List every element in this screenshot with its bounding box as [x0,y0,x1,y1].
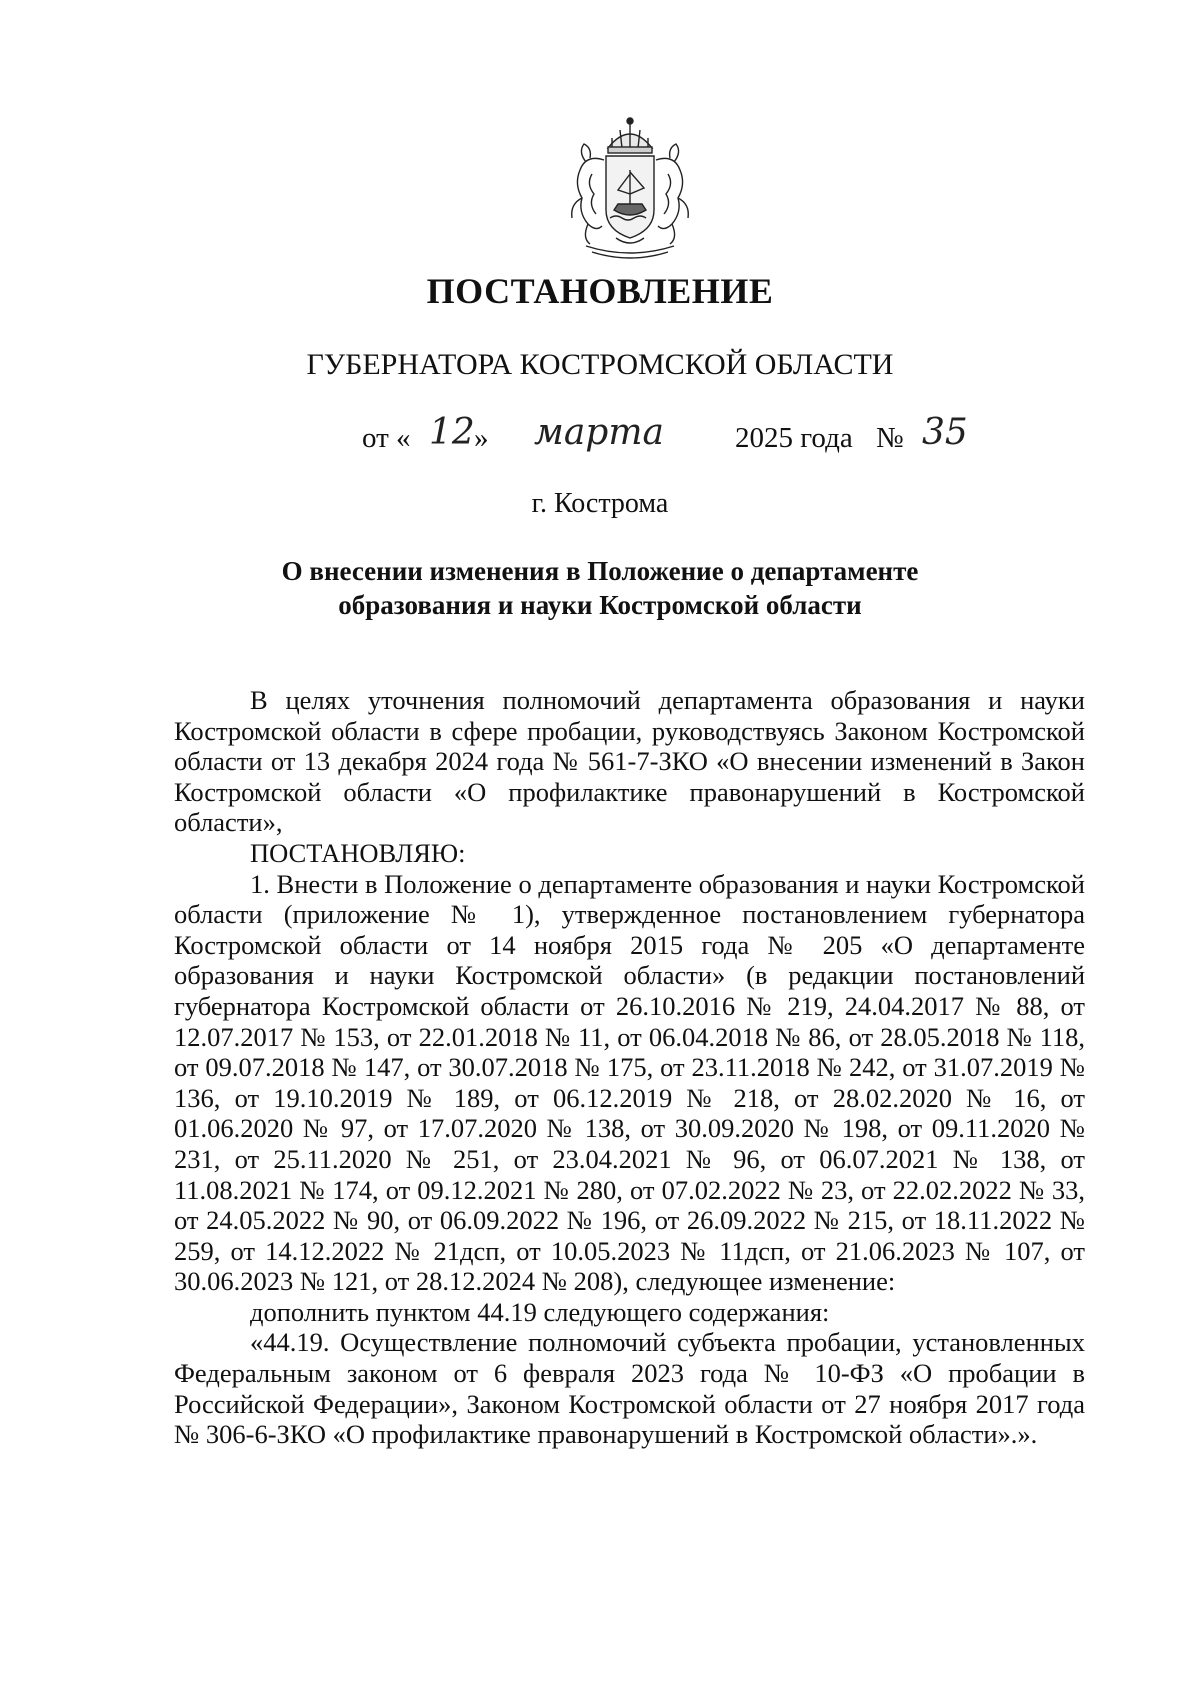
handwritten-day: 12 [429,412,475,453]
document-city: г. Кострома [531,488,669,519]
body-paragraph-item-1: 1. Внести в Положение о департаменте образования и науки Костромской области (приложение № 1), утвержденное постановлением губернатора Костромской области от 14 ноября 2015 года № 205 «О департаменте образования и науки Костромской области» (в редакции постановлений губернатора Костромской области от 26.10.2016 № 219, 24.04.2017 № 88, от 12.07.2017 № 153, от 22.01.2018 № 11, от 06.04.2018 № 86, от 28.05.2018 № 118, от 09.07.2018 № 147, от 30.07.2018 № 175, от 23.11.2018 № 242, от 31.07.2019 № 136, от 19.10.2019 № 189, от 06.12.2019 № 218, от 28.02.2020 № 16, от 01.06.2020 № 97, от 17.07.2020 № 138, от 30.09.2020 № 198, от 09.11.2020 № 231, от 25.11.2020 № 251, от 23.04.2021 № 96, от 06.07.2021 № 138, от 11.08.2021 № 174, от 09.12.2021 № 280, от 07.02.2022 № 23, от 22.02.2022 № 33, от 24.05.2022 № 90, от 06.09.2022 № 196, от 26.09.2022 № 215, от 18.11.2022 № 259, от 14.12.2022 № 21дсп, от 10.05.2023 № 11дсп, от 21.06.2023 № 107, от 30.06.2023 № 121, от 28.12.2024 № 208), следующее изменение: [174,868,1085,1297]
date-prefix: от « [362,422,411,454]
document-title: ПОСТАНОВЛЕНИЕ [426,271,774,311]
date-number-line [362,412,968,462]
heading-line-2: образования и науки Костромской области [338,590,862,620]
document-body [174,685,1085,1450]
document-issuer: ГУБЕРНАТОРА КОСТРОМСКОЙ ОБЛАСТИ [306,348,894,381]
body-paragraph-resolve: ПОСТАНОВЛЯЮ: [250,837,466,868]
document-heading [0,554,1200,622]
heading-line-1: О внесении изменения в Положение о департаменте [281,556,919,586]
body-paragraph-clause-44-19: «44.19. Осуществление полномочий субъекта пробации, установленных Федеральным законом от 6 февраля 2023 года № 10-ФЗ «О пробации в Российской Федерации», Законом Костромской области от 27 ноября 2017 года № 306-6-ЗКО «О профилактике правонарушений в Костромской области».». [174,1327,1085,1450]
body-paragraph-preamble: В целях уточнения полномочий департамента образования и науки Костромской области в сфере пробации, руководствуясь Законом Костромской области от 13 декабря 2024 года № 561-7-ЗКО «О внесении изменений в Закон Костромской области «О профилактике правонарушений в Костромской области», [174,685,1085,838]
coat-of-arms-emblem [556,114,704,266]
handwritten-month: марта [534,412,664,453]
number-sign: № [876,422,904,454]
date-year: 2025 года [735,422,853,454]
body-paragraph-supplement: дополнить пунктом 44.19 следующего содержания: [250,1296,830,1327]
handwritten-number: 35 [922,412,968,453]
date-day-suffix: » [474,422,489,454]
